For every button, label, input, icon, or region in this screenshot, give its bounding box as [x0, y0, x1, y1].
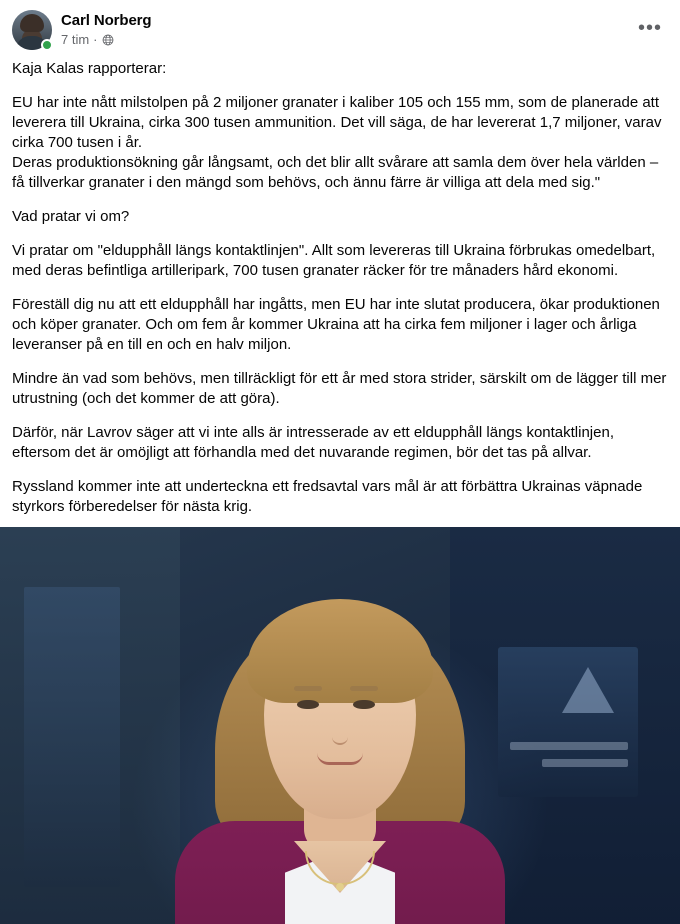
post-text	[0, 50, 680, 527]
post-header	[0, 0, 680, 50]
subject-mouth	[317, 753, 363, 765]
subject-eyebrow	[294, 686, 322, 691]
author-name[interactable]: Carl Norberg	[61, 12, 152, 29]
subject-eyebrow	[350, 686, 378, 691]
post-paragraph: Därför, när Lavrov säger att vi inte alls är intresserade av ett eldupphåll längs kontaktlinjen, eftersom det är omöjligt att förhandla med det nuvarande regimen, bör det tas på allvar.	[12, 424, 619, 461]
photo-subject	[0, 527, 680, 924]
post-meta	[61, 32, 152, 48]
post-paragraph: Kaja Kalas rapporterar:	[12, 60, 167, 77]
subject-eye	[353, 700, 375, 709]
post-header-text	[61, 10, 152, 48]
subject-hair-front	[247, 599, 433, 703]
avatar[interactable]	[12, 10, 52, 50]
post-paragraph: Vad pratar vi om?	[12, 208, 130, 225]
meta-separator: ·	[93, 32, 98, 47]
subject-eye	[297, 700, 319, 709]
online-status-indicator	[41, 39, 53, 51]
post-image[interactable]	[0, 527, 680, 924]
globe-icon[interactable]	[102, 34, 114, 46]
subject-nose	[332, 729, 348, 745]
post-paragraph: Vi pratar om "eldupphåll längs kontaktlinjen". Allt som levereras till Ukraina förbrukas omedelbart, med deras befintliga artilleripark, 700 tusen granater räcker för tre månaders hård ekonomi.	[12, 242, 660, 279]
post-paragraph: Deras produktionsökning går långsamt, och det blir allt svårare att samla dem över hela världen – få tillverkar granater i den mängd som behövs, och ännu färre är villiga att dela med sig."	[12, 154, 663, 191]
post-paragraph: Ryssland kommer inte att underteckna ett fredsavtal vars mål är att förbättra Ukrainas väpnade styrkors förberedelser för nästa krig.	[12, 478, 647, 515]
subject-pendant	[336, 883, 344, 891]
post-paragraph: Mindre än vad som behövs, men tillräckligt för ett år med stora strider, särskilt om de lägger till mer utrustning (och det kommer de att göra).	[12, 370, 671, 407]
post-paragraph: Föreställ dig nu att ett eldupphåll har ingåtts, men EU har inte slutat producera, ökar produktionen och köper granater. Och om fem år kommer Ukraina att ha cirka fem miljoner i lager och årliga leveranser på en till en och en halv miljon.	[12, 296, 665, 353]
avatar-hair	[20, 14, 44, 32]
post-timestamp[interactable]: 7 tim	[61, 32, 90, 47]
post-paragraph: EU har inte nått milstolpen på 2 miljoner granater i kaliber 105 och 155 mm, som de planerade att leverera till Ukraina, cirka 300 tusen ammunition. Det vill säga, de har levererat 1,7 miljoner, varav cirka 700 tusen i år.	[12, 94, 666, 151]
ellipsis-icon[interactable]: •••	[637, 17, 662, 39]
